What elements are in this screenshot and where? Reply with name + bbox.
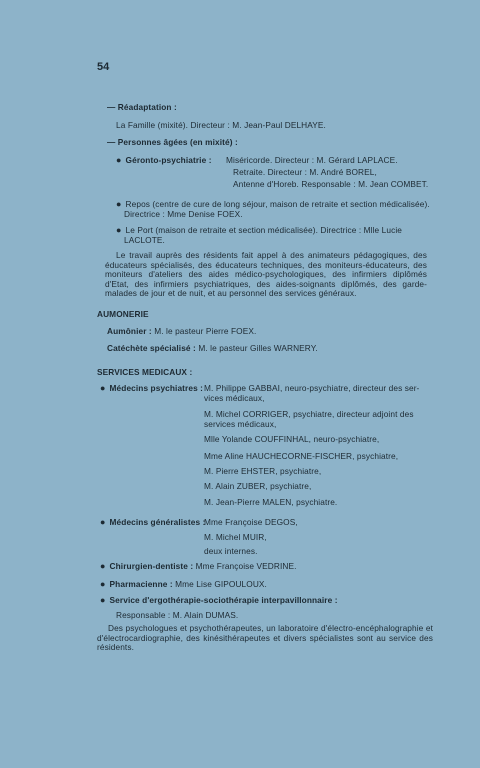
catechete-row — [107, 343, 318, 353]
page-number: 54 — [97, 61, 110, 73]
geronto-line-3: Antenne d'Horeb. Responsable : M. Jean COMBET. — [233, 179, 429, 189]
bullet-icon: ● — [100, 579, 106, 589]
psychiatre-1a: M. Philippe GABBAI, neuro-psychiatre, directeur des ser- — [204, 383, 420, 393]
closing-paragraph: Des psychologues et psychothérapeutes, un laboratoire d'électro-encéphalographie et d'électrocardiographie, des kinésithérapeutes et divers spécialistes sont au service des résidents. — [97, 623, 433, 652]
generaliste-3: deux internes. — [204, 546, 258, 556]
psychiatre-4: Mme Aline HAUCHECORNE-FISCHER, psychiatre, — [204, 451, 399, 461]
psychiatres-label: Médecins psychiatres : — [109, 383, 204, 393]
psychiatre-1b: vices médicaux, — [204, 393, 265, 403]
psychiatre-3: Mlle Yolande COUFFINHAL, neuro-psychiatre, — [204, 434, 380, 444]
aumonier-value: M. le pasteur Pierre FOEX. — [154, 326, 257, 336]
bullet-icon: ● — [100, 383, 106, 393]
aumonier-label: Aumônier : — [107, 326, 152, 336]
catechete-label: Catéchète spécialisé : — [107, 343, 196, 353]
aumonier-row — [107, 326, 256, 336]
aged-heading: — Personnes âgées (en mixité) : — [107, 137, 238, 147]
readaptation-line: La Famille (mixité). Directeur : M. Jean-Paul DELHAYE. — [116, 120, 326, 130]
catechete-value: M. le pasteur Gilles WARNERY. — [198, 343, 318, 353]
pharmacienne-row — [100, 579, 267, 589]
psychiatre-7: M. Jean-Pierre MALEN, psychiatre. — [204, 497, 338, 507]
aumonerie-heading: AUMONERIE — [97, 309, 149, 319]
generalistes-label: Médecins généralistes : — [109, 517, 206, 527]
bullet-icon: ● — [116, 155, 122, 165]
pharmacienne-label: Pharmacienne : — [109, 579, 173, 589]
services-heading: SERVICES MEDICAUX : — [97, 367, 193, 377]
bullet-icon: ● — [100, 595, 106, 605]
geronto-row — [116, 155, 212, 165]
psychiatre-5: M. Pierre EHSTER, psychiatre, — [204, 466, 322, 476]
bullet-icon: ● — [100, 561, 106, 571]
generaliste-2: M. Michel MUIR, — [204, 532, 267, 542]
generaliste-1: Mme Françoise DEGOS, — [204, 517, 298, 527]
geronto-line-1: Miséricorde. Directeur : M. Gérard LAPLACE. — [226, 155, 398, 165]
bullet-icon: ● — [100, 517, 106, 527]
dentiste-label: Chirurgien-dentiste : — [109, 561, 194, 571]
generalistes-row — [100, 517, 205, 527]
repos-line-2: Directrice : Mme Denise FOEX. — [124, 209, 243, 219]
psychiatre-2b: services médicaux, — [204, 419, 277, 429]
psychiatres-row — [100, 383, 203, 393]
ergotherapie-row — [100, 595, 338, 605]
pharmacienne-value: Mme Lise GIPOULOUX. — [175, 579, 267, 589]
repos-line-1: ● Repos (centre de cure de long séjour, maison de retraite et section médicalisée). — [116, 199, 430, 209]
ergotherapie-label: Service d'ergothérapie-sociothérapie interpavillonnaire : — [109, 595, 338, 605]
geronto-line-2: Retraite. Directeur : M. André BOREL, — [233, 167, 377, 177]
bullet-icon: ● — [116, 225, 122, 235]
bullet-icon: ● — [116, 199, 122, 209]
port-line-2: LACLOTE. — [124, 235, 165, 245]
psychiatre-6: M. Alain ZUBER, psychiatre, — [204, 481, 312, 491]
staff-paragraph: Le travail auprès des résidents fait appel à des animateurs pédagogiques, des éducateurs spécialisés, des éducateurs techniques, des moniteurs-éducateurs, des moniteurs d'ateliers des aides médico-psychologiques, des infirmiers diplômés d'Etat, des infirmiers psychiatriques, des aides-soignants diplômés, des garde-malades de jour et de nuit, et au personnel des services généraux. — [105, 250, 427, 298]
psychiatre-2a: M. Michel CORRIGER, psychiatre, directeur adjoint des — [204, 409, 414, 419]
readaptation-heading: — Réadaptation : — [107, 102, 177, 112]
port-line-1: ● Le Port (maison de retraite et section médicalisée). Directrice : Mlle Lucie — [116, 225, 402, 235]
dentiste-value: Mme Françoise VEDRINE. — [195, 561, 297, 571]
dentiste-row — [100, 561, 297, 571]
geronto-label: Géronto-psychiatrie : — [125, 155, 212, 165]
ergotherapie-responsable: Responsable : M. Alain DUMAS. — [116, 610, 239, 620]
